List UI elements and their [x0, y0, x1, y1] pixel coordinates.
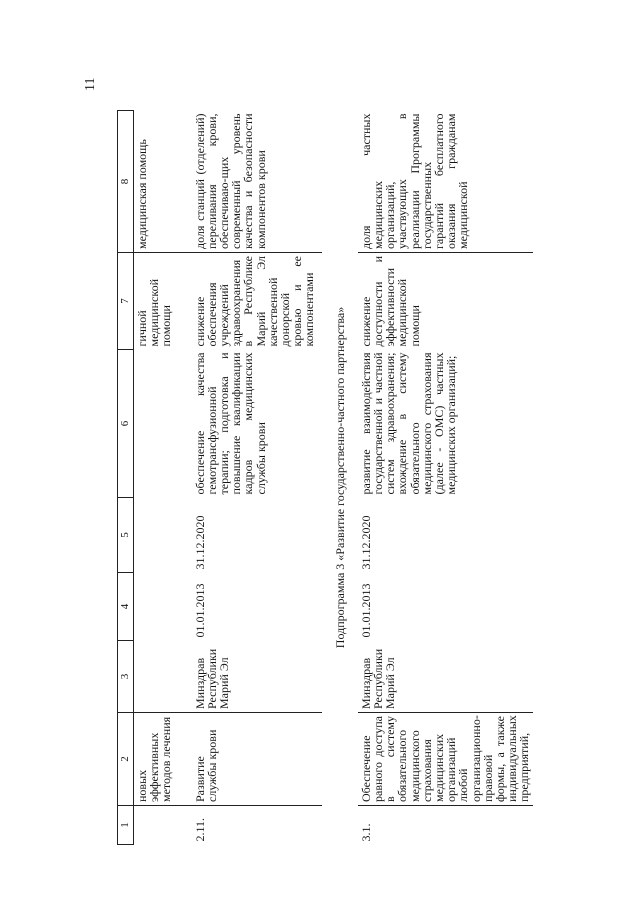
header-row: [118, 111, 134, 845]
page-number: 11: [83, 77, 98, 91]
cell-indicator: медицинская помощь: [134, 111, 192, 253]
header-cell: 2: [118, 713, 134, 806]
header-cell: 7: [118, 253, 134, 350]
cell-effect: снижение обеспечения учреждений здравоохранения в Республике Марий Эл качественной донорской кровью и ее компонентами: [192, 256, 317, 347]
table-row-continuation: [134, 111, 192, 845]
subprogram-title: Подпрограмма 3 «Развитие государственно-частного партнерства»: [332, 306, 347, 649]
header-cell: 5: [118, 498, 134, 573]
cell-executor: [134, 641, 192, 713]
cell-start: 01.01.2013: [358, 583, 373, 638]
subprogram-title-row: [322, 111, 358, 845]
cell-num: 2.11.: [192, 806, 322, 845]
cell-end: [134, 498, 192, 573]
cell-name: Развитие службы крови: [192, 713, 322, 806]
program-table: [117, 110, 533, 845]
cell-actions: развитие взаимодействия государственной и частной систем здравоохранения; вхождение в систему обязательного медицинского страхования (далее - ОМС) частных медицинских организаций;: [358, 352, 459, 495]
cell-executor: Минздрав Республики Марий Эл: [192, 648, 231, 709]
header-cell: 3: [118, 641, 134, 713]
cell-executor: Минздрав Республики Марий Эл: [358, 648, 398, 709]
cell-effect: снижение доступности и эффективности медицинской помощи: [358, 256, 422, 347]
cell-actions: обеспечение качества гемотрансфузионной терапии; подготовка и повышение квалификации кадров медицинских службы крови: [192, 352, 268, 495]
cell-name: новых эффективных методов лечения: [134, 713, 192, 806]
cell-num: 3.1.: [358, 806, 533, 845]
cell-name: Обеспечение равного доступа в систему обязательного медицинского страхования медицинских организаций любой организационно-правовой формы, а также индивидуальных предприятий,: [358, 713, 533, 806]
cell-end: 31.12.2020: [192, 515, 207, 570]
table-row-3-1: [358, 111, 533, 845]
cell-indicator: доля станций (отделений) переливания крови, обеспечиваю-щих современный уровень качества и безопасности компонентов крови: [192, 111, 322, 253]
cell-actions: [134, 350, 192, 498]
header-cell: 4: [118, 573, 134, 641]
table-row-2-11: [192, 111, 322, 845]
cell-effect: гичной медицинской помощи: [135, 278, 174, 347]
cell-indicator: доля частных медицинских организаций, участвующих в реализации Программы государственных гарантий бесплатного оказания гражданам медицинской: [358, 111, 533, 253]
cell-start: [134, 573, 192, 641]
cell-end: 31.12.2020: [358, 515, 373, 570]
cell-start: 01.01.2013: [192, 583, 207, 638]
header-cell: 1: [118, 806, 134, 845]
cell-num: [134, 806, 192, 845]
header-cell: 6: [118, 350, 134, 498]
header-cell: 8: [118, 111, 134, 253]
